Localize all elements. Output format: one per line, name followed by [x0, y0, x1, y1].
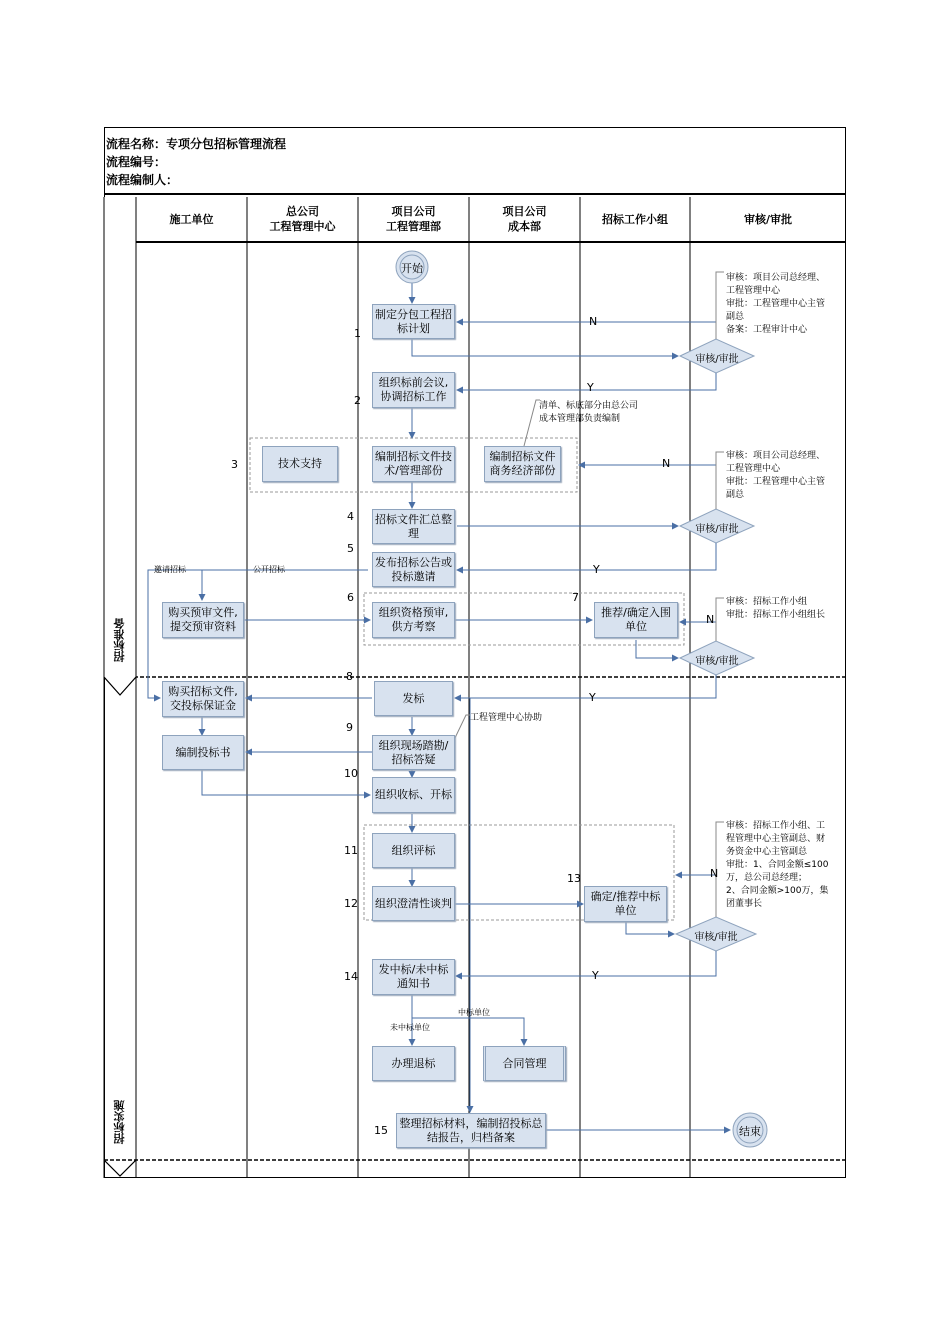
step-14-notify: 发中标/未中标通知书: [372, 959, 455, 995]
lane-hq-engineering: [247, 197, 358, 241]
step-refund: 办理退标: [372, 1046, 455, 1081]
step-number: 14: [344, 970, 358, 983]
edge-label-win: 中标单位: [458, 1008, 490, 1017]
step-4-compile: 招标文件汇总整理: [372, 509, 455, 544]
step-number: 8: [346, 670, 353, 683]
edge-label-y: Y: [587, 381, 594, 394]
edge-label-public: 公开招标: [253, 565, 285, 574]
edge-label-y: Y: [593, 563, 600, 576]
lane-approval: [690, 197, 846, 241]
phase-impl: 招标实施: [113, 1100, 126, 1144]
step-contract: 合同管理: [483, 1046, 566, 1081]
lane-label: 项目公司: [502, 205, 547, 218]
step-1-plan: 制定分包工程招标计划: [372, 304, 455, 339]
lane-project-engineering: [358, 197, 469, 241]
process-code: 流程编号：: [106, 155, 167, 169]
step-6-buy-prequal: 购买预审文件,提交预审资料: [162, 602, 244, 638]
step-12-negotiate: 组织澄清性谈判: [372, 886, 455, 921]
step-13-award: 确定/推荐中标单位: [584, 886, 667, 922]
lane-construction-unit: [136, 197, 247, 241]
note-approval-2: 审核：项目公司总经理、 工程管理中心 审批：工程管理中心主管 副总: [726, 451, 826, 500]
decision-approve-4: 审核/审批: [694, 932, 738, 943]
edge-label-n: N: [706, 613, 715, 626]
step-11-evaluate: 组织评标: [372, 833, 455, 868]
step-number: 3: [231, 458, 238, 471]
decision-approve-3: 审核/审批: [695, 656, 739, 667]
lane-label: 项目公司: [391, 205, 436, 218]
step-number: 13: [567, 872, 581, 885]
lane-tender-group: [580, 197, 690, 241]
process-author: 流程编制人：: [106, 173, 179, 187]
step-3-tech-support: 技术支持: [262, 446, 338, 482]
lane-label: 工程管理部: [386, 220, 441, 233]
lane-project-cost: [469, 197, 580, 241]
note-approval-3: 审核：招标工作小组 审批：招标工作小组组长: [726, 597, 826, 620]
decision-approve-2: 审核/审批: [695, 524, 739, 535]
step-3-doc-commercial: 编制招标文件商务经济部份: [484, 446, 561, 482]
lane-label: 成本部: [508, 220, 541, 233]
step-number: 4: [347, 510, 354, 523]
lane-label: 施工单位: [169, 212, 214, 226]
end-node: 结束: [739, 1125, 761, 1138]
edge-label-y: Y: [592, 969, 599, 982]
step-7-shortlist: 推荐/确定入围单位: [594, 602, 678, 638]
lane-label: 审核/审批: [743, 212, 793, 226]
start-node: 开始: [401, 262, 423, 275]
step-8-buy-docs: 购买招标文件,交投标保证金: [162, 681, 244, 717]
step-3-doc-tech: 编制招标文件技术/管理部份: [372, 446, 455, 482]
phase-prep: 招标准备: [113, 618, 126, 662]
step-number: 9: [346, 721, 353, 734]
edge-label-n: N: [710, 867, 719, 880]
step-15-archive: 整理招标材料，编制招投标总结报告，归档备案: [396, 1113, 546, 1148]
step-9-site-visit: 组织现场踏勘/招标答疑: [372, 735, 455, 770]
step-5-publish: 发布招标公告或投标邀请: [372, 552, 455, 587]
edge-label-invite: 邀请招标: [154, 565, 186, 574]
step-number: 7: [572, 591, 579, 604]
note-cost-dept: 清单、标底部分由总公司 成本管理部负责编制: [539, 401, 639, 424]
decision-approve-1: 审核/审批: [695, 354, 739, 365]
step-number: 11: [344, 844, 358, 857]
edge-label-lose: 未中标单位: [390, 1023, 430, 1032]
edge-label-y: Y: [589, 691, 596, 704]
edge-label-n: N: [662, 457, 671, 470]
step-number: 15: [374, 1124, 388, 1137]
note-assist: 工程管理中心协助: [470, 713, 543, 723]
step-2-meeting: 组织标前会议,协调招标工作: [372, 372, 455, 408]
note-approval-1: 审核：项目公司总经理、 工程管理中心 审批：工程管理中心主管 副总 备案：工程审计中心: [726, 273, 826, 335]
step-number: 1: [354, 327, 361, 340]
step-8-issue: 发标: [374, 681, 453, 716]
step-6-prequal: 组织资格预审,供方考察: [372, 602, 455, 638]
note-approval-4: 审核：招标工作小组、工 程管理中心主管副总、财 务资金中心主管副总 审批：1、合同金额≤100 万，总公司总经理； 2、合同金额>100万，集 团董事长: [726, 821, 829, 909]
lane-label: 工程管理中心: [269, 220, 336, 233]
step-9-write-bid: 编制投标书: [162, 735, 244, 770]
step-number: 6: [347, 591, 354, 604]
edge-label-n: N: [589, 315, 598, 328]
step-number: 10: [344, 767, 358, 780]
process-name: 流程名称：专项分包招标管理流程: [106, 137, 287, 151]
lane-label: 总公司: [286, 205, 319, 218]
step-number: 12: [344, 897, 358, 910]
step-number: 2: [354, 394, 361, 407]
lane-label: 招标工作小组: [602, 212, 668, 226]
step-10-open-bids: 组织收标、开标: [372, 777, 455, 813]
step-number: 5: [347, 542, 354, 555]
